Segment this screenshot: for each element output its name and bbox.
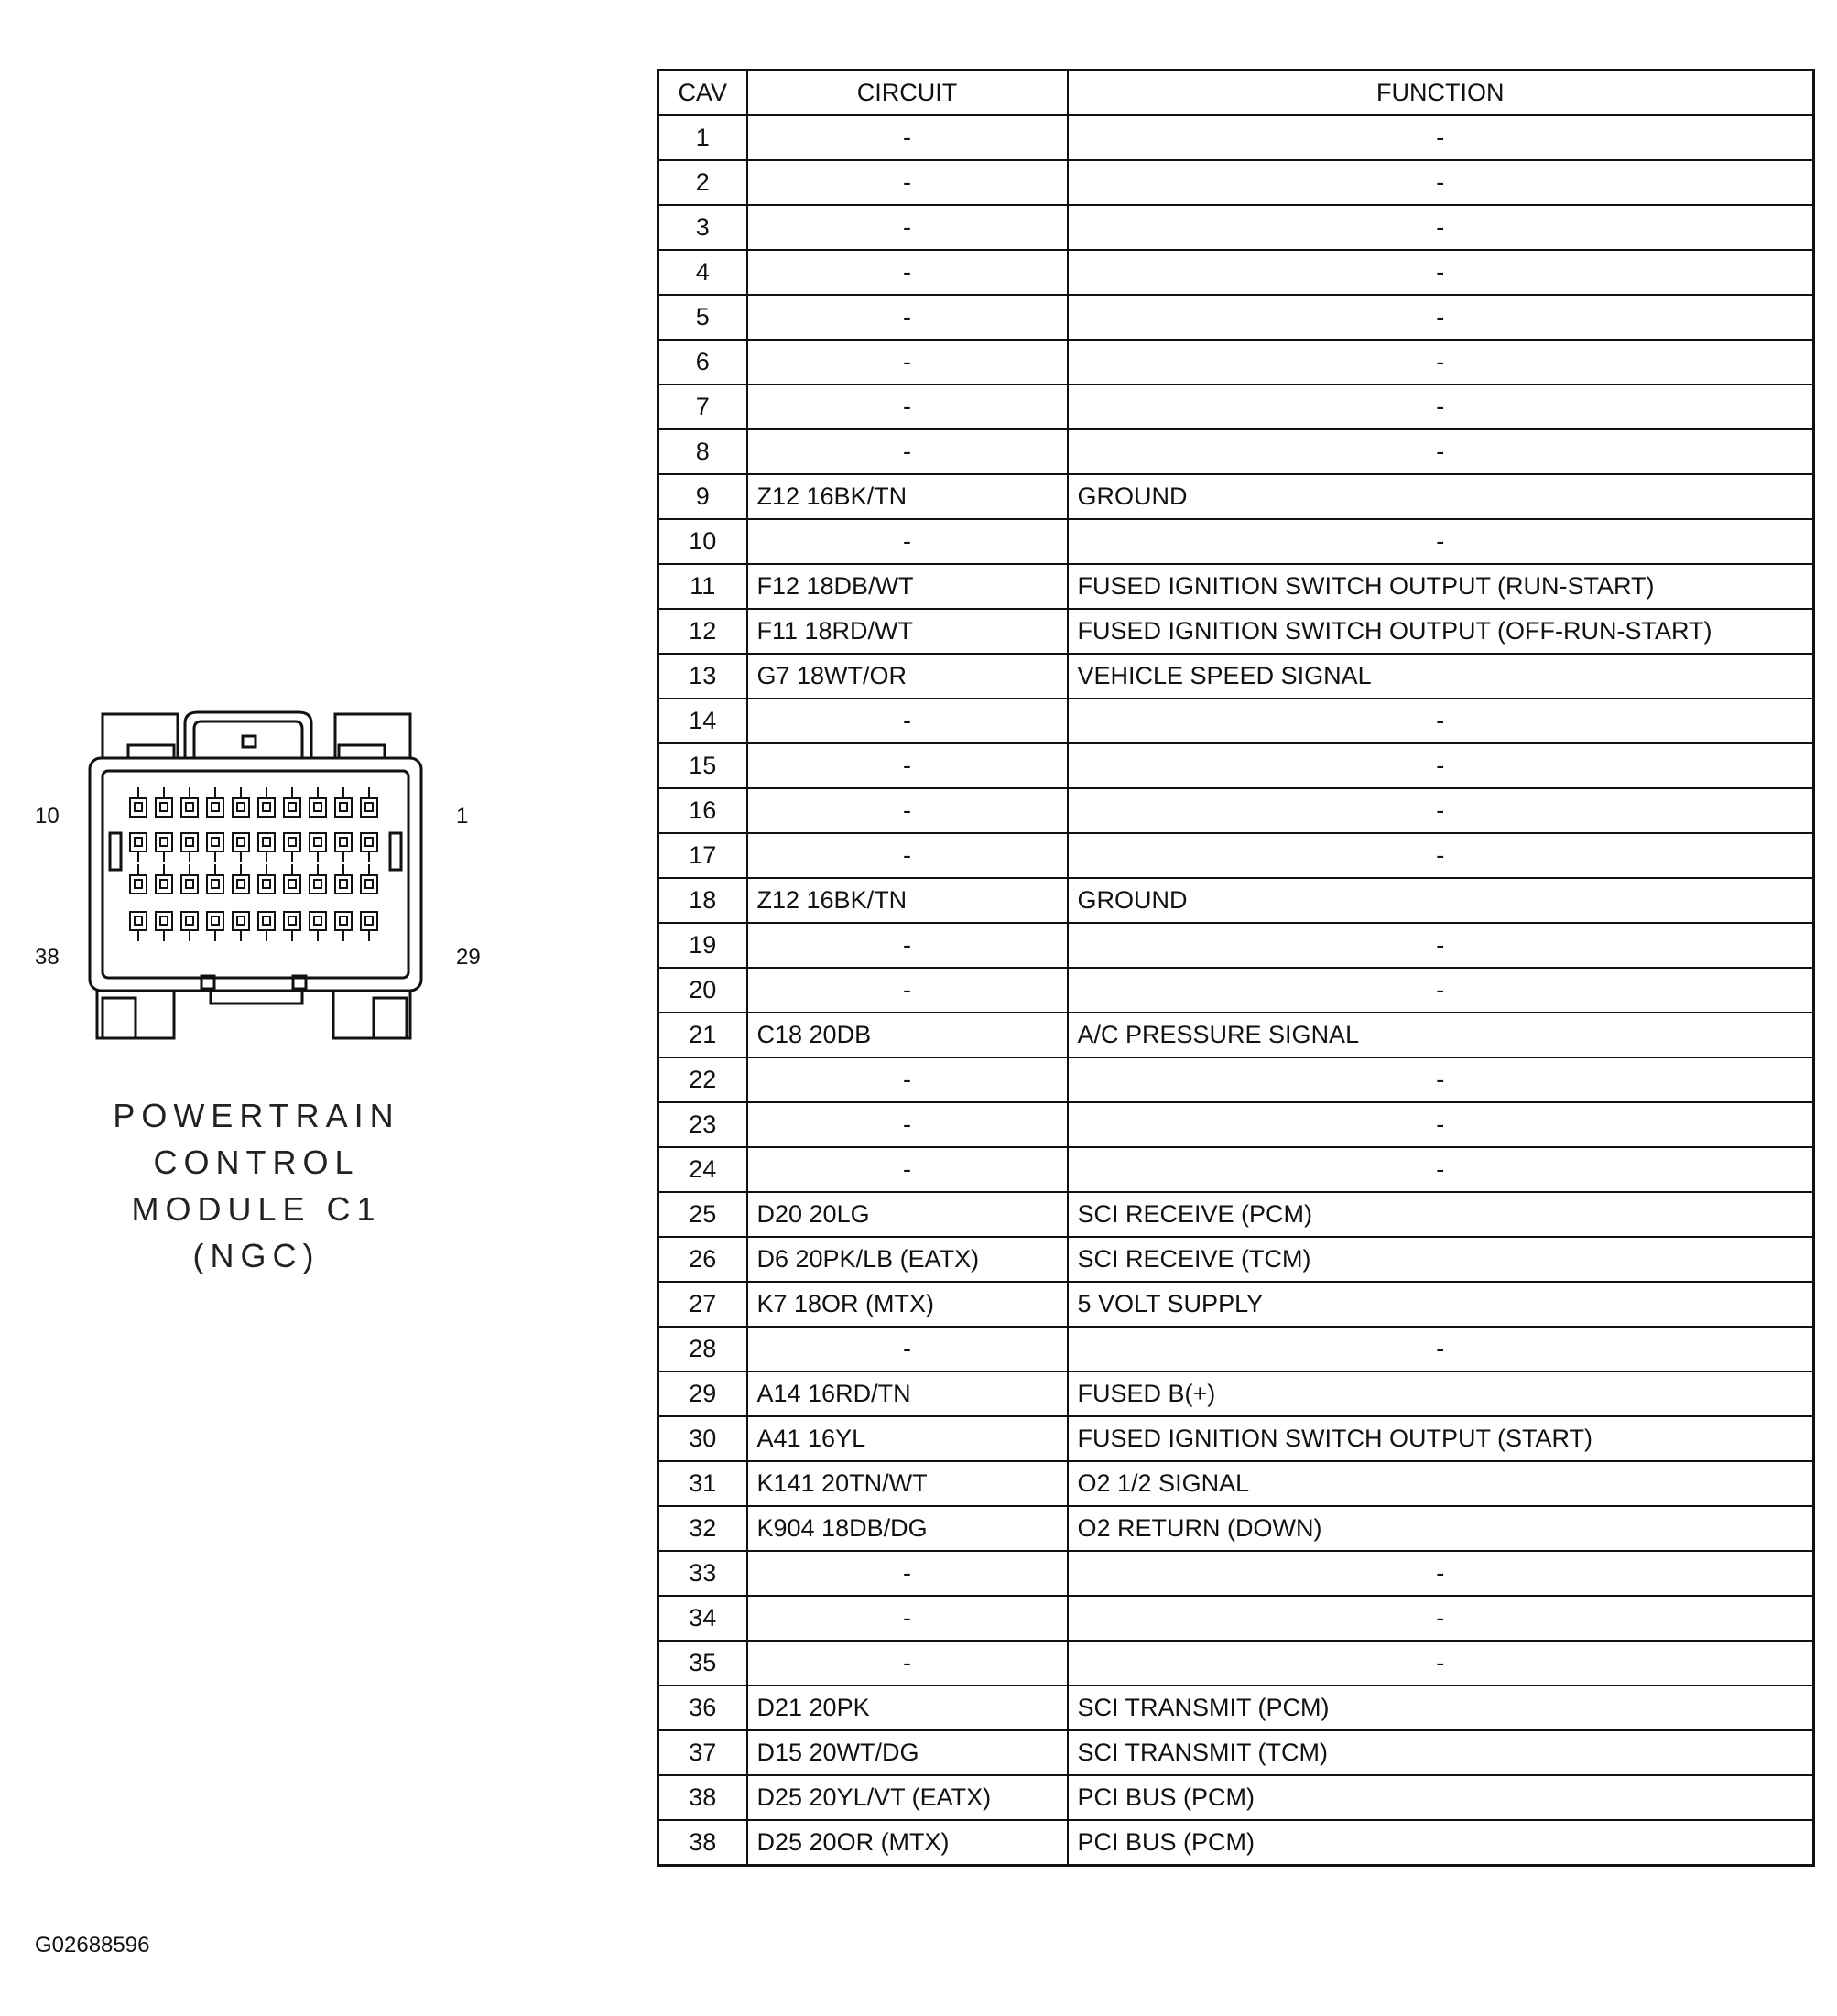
cav-cell: 24 (658, 1147, 747, 1192)
table-row (658, 1057, 1814, 1102)
circuit-cell: F12 18DB/WT (747, 564, 1068, 609)
table-row (658, 788, 1814, 833)
circuit-cell: - (747, 160, 1068, 205)
function-cell: - (1068, 385, 1814, 429)
function-cell: O2 RETURN (DOWN) (1068, 1506, 1814, 1551)
cav-cell: 1 (658, 115, 747, 160)
function-cell: SCI RECEIVE (PCM) (1068, 1192, 1814, 1237)
function-cell: - (1068, 205, 1814, 250)
cav-cell: 14 (658, 699, 747, 743)
latch-bottom-left-inner (103, 998, 136, 1038)
table-row (658, 1641, 1814, 1685)
circuit-cell: A41 16YL (747, 1416, 1068, 1461)
function-cell: GROUND (1068, 474, 1814, 519)
header-function: FUNCTION (1068, 70, 1814, 116)
terminal-cavity (207, 798, 223, 817)
cav-cell: 31 (658, 1461, 747, 1506)
circuit-cell: - (747, 968, 1068, 1013)
terminal-cavity (156, 875, 172, 894)
function-cell: - (1068, 833, 1814, 878)
circuit-cell: - (747, 205, 1068, 250)
function-cell: - (1068, 1641, 1814, 1685)
cav-cell: 4 (658, 250, 747, 295)
cav-cell: 32 (658, 1506, 747, 1551)
cav-cell: 10 (658, 519, 747, 564)
terminal-pin (263, 916, 270, 925)
terminal-cavity (284, 875, 300, 894)
cav-cell: 27 (658, 1282, 747, 1327)
terminal-pin (160, 803, 168, 811)
cav-cell: 28 (658, 1327, 747, 1371)
cav-cell: 2 (658, 160, 747, 205)
side-key-right (390, 833, 401, 870)
terminal-pin (212, 916, 219, 925)
table-row (658, 1013, 1814, 1057)
terminal-cavity (130, 798, 147, 817)
circuit-cell: K904 18DB/DG (747, 1506, 1068, 1551)
header-cav: CAV (658, 70, 747, 116)
terminal-cavity (284, 833, 300, 851)
function-cell: GROUND (1068, 878, 1814, 923)
circuit-cell: - (747, 519, 1068, 564)
terminal-cavity (207, 912, 223, 930)
terminal-pin (263, 880, 270, 888)
table-row (658, 1596, 1814, 1641)
circuit-cell: A14 16RD/TN (747, 1371, 1068, 1416)
terminal-pin (212, 880, 219, 888)
table-row (658, 743, 1814, 788)
pinout-table-body (658, 115, 1814, 1866)
cav-cell: 26 (658, 1237, 747, 1282)
terminal-cavity (335, 875, 352, 894)
terminal-cavity (130, 833, 147, 851)
terminal-cavity (258, 798, 275, 817)
terminal-cavity (156, 833, 172, 851)
cav-cell: 7 (658, 385, 747, 429)
terminal-pin (263, 803, 270, 811)
terminal-cavity (181, 798, 198, 817)
terminal-cavity (258, 875, 275, 894)
table-row (658, 295, 1814, 340)
cav-cell: 6 (658, 340, 747, 385)
circuit-cell: D25 20OR (MTX) (747, 1820, 1068, 1866)
table-row (658, 1461, 1814, 1506)
table-row (658, 1506, 1814, 1551)
circuit-cell: - (747, 1551, 1068, 1596)
function-cell: - (1068, 1057, 1814, 1102)
table-row (658, 1730, 1814, 1775)
terminal-cavity (207, 833, 223, 851)
pinout-table (657, 69, 1815, 1867)
function-cell: - (1068, 340, 1814, 385)
terminal-pin (212, 803, 219, 811)
circuit-cell: K7 18OR (MTX) (747, 1282, 1068, 1327)
function-cell: - (1068, 788, 1814, 833)
function-cell: - (1068, 295, 1814, 340)
circuit-cell: G7 18WT/OR (747, 654, 1068, 699)
terminal-cavity (361, 875, 377, 894)
function-cell: - (1068, 1596, 1814, 1641)
bottom-key (211, 991, 302, 1003)
circuit-cell: D21 20PK (747, 1685, 1068, 1730)
terminal-cavity (361, 912, 377, 930)
table-row (658, 564, 1814, 609)
module-caption-line: CONTROL (153, 1143, 360, 1181)
table-row (658, 474, 1814, 519)
cav-cell: 3 (658, 205, 747, 250)
terminal-pin (288, 838, 296, 846)
header-circuit: CIRCUIT (747, 70, 1068, 116)
terminal-cavity (181, 875, 198, 894)
circuit-cell: - (747, 743, 1068, 788)
terminal-cavity (233, 912, 249, 930)
terminal-pin (365, 916, 373, 925)
module-caption-line: POWERTRAIN (113, 1097, 400, 1134)
circuit-cell: D15 20WT/DG (747, 1730, 1068, 1775)
circuit-cell: - (747, 295, 1068, 340)
terminal-pin (365, 880, 373, 888)
pin-label-bottom-right: 29 (456, 945, 481, 970)
function-cell: - (1068, 250, 1814, 295)
terminal-pin (314, 803, 321, 811)
terminal-pin (160, 880, 168, 888)
table-row (658, 205, 1814, 250)
table-row (658, 1147, 1814, 1192)
terminal-cavity (335, 798, 352, 817)
terminal-cavity (310, 912, 326, 930)
function-cell: PCI BUS (PCM) (1068, 1775, 1814, 1820)
table-row (658, 1327, 1814, 1371)
terminal-pin (365, 803, 373, 811)
table-row (658, 250, 1814, 295)
latch-top-left-slot (128, 745, 174, 758)
cav-cell: 16 (658, 788, 747, 833)
cav-cell: 25 (658, 1192, 747, 1237)
table-row (658, 1551, 1814, 1596)
circuit-cell: - (747, 250, 1068, 295)
terminal-pin (314, 838, 321, 846)
circuit-cell: D6 20PK/LB (EATX) (747, 1237, 1068, 1282)
terminal-pin (135, 803, 142, 811)
cav-cell: 35 (658, 1641, 747, 1685)
cav-cell: 13 (658, 654, 747, 699)
function-cell: - (1068, 1327, 1814, 1371)
pin-label-top-left: 10 (35, 804, 60, 829)
table-row (658, 833, 1814, 878)
side-key-left (110, 833, 121, 870)
cav-cell: 8 (658, 429, 747, 474)
terminal-cavity (181, 833, 198, 851)
function-cell: SCI TRANSMIT (TCM) (1068, 1730, 1814, 1775)
terminal-cavity (335, 833, 352, 851)
pin-label-bottom-left: 38 (35, 945, 60, 970)
cav-cell: 23 (658, 1102, 747, 1147)
terminal-pin (135, 880, 142, 888)
table-row (658, 878, 1814, 923)
circuit-cell: - (747, 1641, 1068, 1685)
table-row (658, 699, 1814, 743)
cav-cell: 37 (658, 1730, 747, 1775)
table-row (658, 1102, 1814, 1147)
terminal-pin (186, 880, 193, 888)
function-cell: FUSED IGNITION SWITCH OUTPUT (START) (1068, 1416, 1814, 1461)
table-row (658, 654, 1814, 699)
table-row (658, 609, 1814, 654)
function-cell: O2 1/2 SIGNAL (1068, 1461, 1814, 1506)
circuit-cell: F11 18RD/WT (747, 609, 1068, 654)
terminal-pin (288, 916, 296, 925)
terminal-cavity (233, 798, 249, 817)
function-cell: FUSED B(+) (1068, 1371, 1814, 1416)
function-cell: FUSED IGNITION SWITCH OUTPUT (RUN-START) (1068, 564, 1814, 609)
table-row (658, 1820, 1814, 1866)
function-cell: - (1068, 519, 1814, 564)
module-caption-line: (NGC) (192, 1237, 321, 1274)
cav-cell: 11 (658, 564, 747, 609)
latch-bottom-right-inner (374, 998, 407, 1038)
latch-top-right-slot (339, 745, 385, 758)
terminal-pin (186, 838, 193, 846)
function-cell: - (1068, 1147, 1814, 1192)
terminal-pin (135, 838, 142, 846)
lock-notch (243, 736, 255, 747)
terminal-cavity (284, 912, 300, 930)
table-row (658, 160, 1814, 205)
function-cell: SCI TRANSMIT (PCM) (1068, 1685, 1814, 1730)
terminal-pin (288, 803, 296, 811)
connector-face-drawing (18, 696, 458, 1062)
terminal-cavity (310, 798, 326, 817)
figure-id: G02688596 (35, 1933, 150, 1957)
function-cell: - (1068, 429, 1814, 474)
cav-cell: 33 (658, 1551, 747, 1596)
cav-cell: 21 (658, 1013, 747, 1057)
table-row (658, 1685, 1814, 1730)
circuit-cell: D20 20LG (747, 1192, 1068, 1237)
function-cell: - (1068, 743, 1814, 788)
function-cell: - (1068, 699, 1814, 743)
cav-cell: 38 (658, 1775, 747, 1820)
terminal-cavity (130, 912, 147, 930)
table-row (658, 1237, 1814, 1282)
function-cell: SCI RECEIVE (TCM) (1068, 1237, 1814, 1282)
circuit-cell: - (747, 1057, 1068, 1102)
terminal-pin (186, 916, 193, 925)
terminal-pin (135, 916, 142, 925)
module-caption (78, 1092, 435, 1279)
table-header-row (658, 70, 1814, 116)
function-cell: 5 VOLT SUPPLY (1068, 1282, 1814, 1327)
lock-tab-inner (194, 721, 302, 758)
circuit-cell: - (747, 833, 1068, 878)
terminal-pin (237, 803, 245, 811)
table-row (658, 519, 1814, 564)
function-cell: FUSED IGNITION SWITCH OUTPUT (OFF-RUN-START) (1068, 609, 1814, 654)
circuit-cell: - (747, 1327, 1068, 1371)
cav-cell: 29 (658, 1371, 747, 1416)
circuit-cell: - (747, 788, 1068, 833)
table-row (658, 115, 1814, 160)
function-cell: - (1068, 1551, 1814, 1596)
cav-cell: 5 (658, 295, 747, 340)
function-cell: - (1068, 1102, 1814, 1147)
terminal-pin (340, 880, 347, 888)
circuit-cell: - (747, 340, 1068, 385)
terminal-pin (160, 916, 168, 925)
cav-cell: 12 (658, 609, 747, 654)
circuit-cell: - (747, 115, 1068, 160)
terminal-pin (160, 838, 168, 846)
latch-top-right (335, 714, 410, 758)
terminal-pin (314, 880, 321, 888)
cav-cell: 34 (658, 1596, 747, 1641)
terminal-cavity (156, 798, 172, 817)
circuit-cell: - (747, 385, 1068, 429)
terminal-cavity (361, 833, 377, 851)
circuit-cell: - (747, 429, 1068, 474)
function-cell: VEHICLE SPEED SIGNAL (1068, 654, 1814, 699)
circuit-cell: Z12 16BK/TN (747, 878, 1068, 923)
terminal-pin (186, 803, 193, 811)
cav-cell: 20 (658, 968, 747, 1013)
cav-cell: 19 (658, 923, 747, 968)
function-cell: - (1068, 115, 1814, 160)
table-row (658, 385, 1814, 429)
function-cell: PCI BUS (PCM) (1068, 1820, 1814, 1866)
cav-cell: 9 (658, 474, 747, 519)
circuit-cell: - (747, 1596, 1068, 1641)
circuit-cell: D25 20YL/VT (EATX) (747, 1775, 1068, 1820)
terminal-cavity (258, 833, 275, 851)
circuit-cell: Z12 16BK/TN (747, 474, 1068, 519)
function-cell: A/C PRESSURE SIGNAL (1068, 1013, 1814, 1057)
cav-cell: 38 (658, 1820, 747, 1866)
table-row (658, 1192, 1814, 1237)
pin-label-top-right: 1 (456, 804, 469, 829)
terminal-pin (314, 916, 321, 925)
circuit-cell: K141 20TN/WT (747, 1461, 1068, 1506)
terminal-pin (237, 916, 245, 925)
circuit-cell: C18 20DB (747, 1013, 1068, 1057)
table-row (658, 429, 1814, 474)
terminal-cavity (258, 912, 275, 930)
terminal-pin (237, 838, 245, 846)
table-row (658, 1282, 1814, 1327)
cav-cell: 36 (658, 1685, 747, 1730)
terminal-cavity (310, 833, 326, 851)
table-row (658, 1416, 1814, 1461)
cav-cell: 22 (658, 1057, 747, 1102)
terminal-pin (365, 838, 373, 846)
table-row (658, 923, 1814, 968)
terminal-cavity (335, 912, 352, 930)
table-row (658, 968, 1814, 1013)
terminal-pin (212, 838, 219, 846)
terminal-pin (340, 838, 347, 846)
terminal-pin (288, 880, 296, 888)
circuit-cell: - (747, 923, 1068, 968)
terminal-pin (340, 803, 347, 811)
table-row (658, 340, 1814, 385)
circuit-cell: - (747, 1102, 1068, 1147)
terminal-cavity (181, 912, 198, 930)
circuit-cell: - (747, 1147, 1068, 1192)
table-row (658, 1775, 1814, 1820)
terminal-cavity (233, 833, 249, 851)
function-cell: - (1068, 968, 1814, 1013)
terminal-cavity (310, 875, 326, 894)
circuit-cell: - (747, 699, 1068, 743)
terminal-pin (340, 916, 347, 925)
latch-top-left (103, 714, 178, 758)
cav-cell: 17 (658, 833, 747, 878)
terminal-cavity (130, 875, 147, 894)
terminal-pin (263, 838, 270, 846)
cav-cell: 18 (658, 878, 747, 923)
module-caption-line: MODULE C1 (131, 1190, 382, 1228)
function-cell: - (1068, 923, 1814, 968)
terminal-pin (237, 880, 245, 888)
table-row (658, 1371, 1814, 1416)
terminal-cavity (207, 875, 223, 894)
terminal-cavity (156, 912, 172, 930)
function-cell: - (1068, 160, 1814, 205)
terminal-cavity (233, 875, 249, 894)
terminal-cavity (361, 798, 377, 817)
cav-cell: 15 (658, 743, 747, 788)
terminal-cavity (284, 798, 300, 817)
cav-cell: 30 (658, 1416, 747, 1461)
